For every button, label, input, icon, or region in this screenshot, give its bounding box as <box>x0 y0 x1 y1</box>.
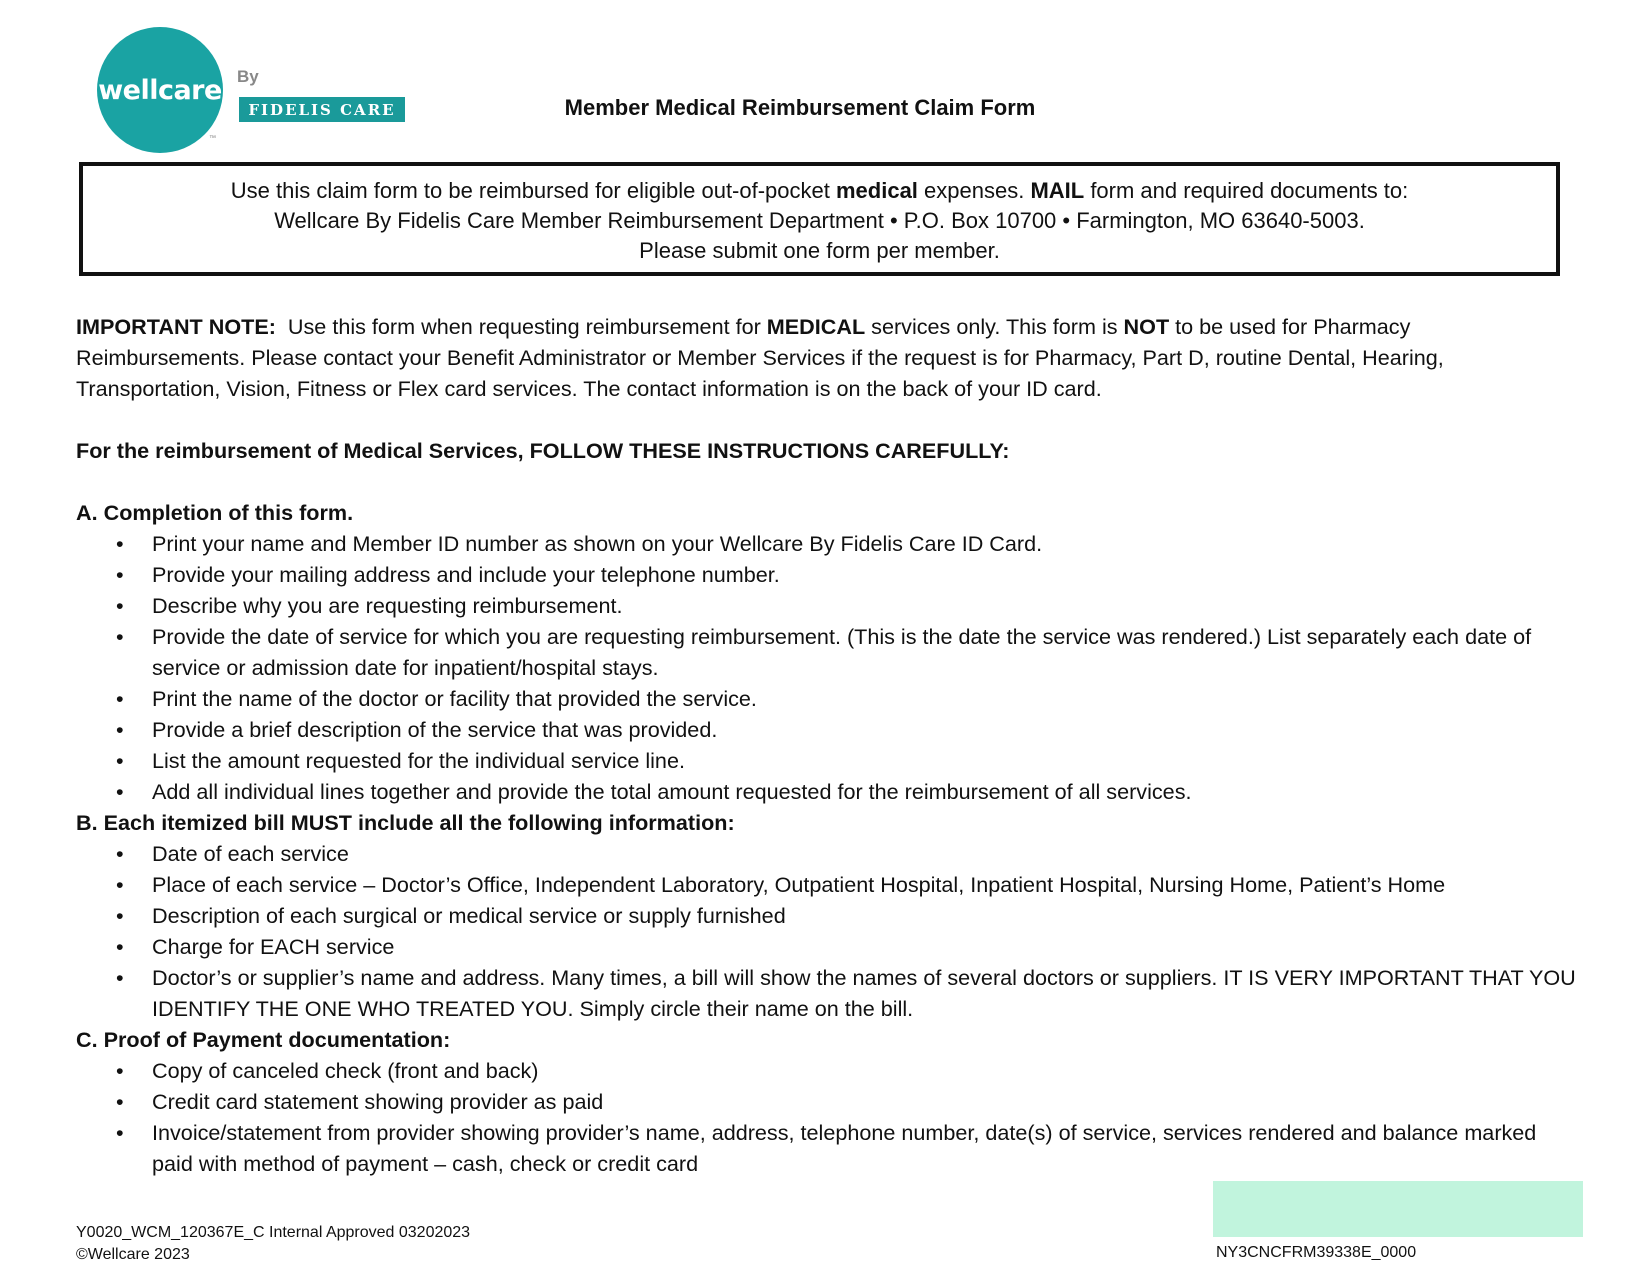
instructions-heading: For the reimbursement of Medical Services, FOLLOW THESE INSTRUCTIONS CAREFULLY: <box>76 438 1010 463</box>
section-b-title: B. Each itemized bill MUST include all the following information: <box>76 810 735 835</box>
important-note-bold-not: NOT <box>1123 314 1170 339</box>
important-note-text-3: to be used for Pharmacy Reimbursements. Please contact your Benefit Administrator or Member Services if the request is for Pharmacy, Part D, routine Dental, Hearing, Transportation, Vision, Fitness or Flex card services. The contact information is on the back of your ID card. <box>76 314 1444 401</box>
logo-partner-text: FIDELIS CARE <box>248 100 396 119</box>
list-item <box>76 1086 1576 1117</box>
list-item-text: Place of each service – Doctor’s Office, Independent Laboratory, Outpatient Hospital, Inpatient Hospital, Nursing Home, Patient’s Home <box>152 872 1446 897</box>
section-c-list <box>76 1055 1576 1179</box>
section-a-title: A. Completion of this form. <box>76 500 354 525</box>
page-title: Member Medical Reimbursement Claim Form <box>564 95 1036 120</box>
list-item <box>76 1117 1576 1179</box>
list-item-text: Date of each service <box>152 841 349 866</box>
bullet-icon: • <box>116 965 124 990</box>
bullet-icon: • <box>116 531 124 556</box>
bullet-icon: • <box>116 841 124 866</box>
list-item-text: Print your name and Member ID number as shown on your Wellcare By Fidelis Care ID Card. <box>152 531 1043 556</box>
logo-trademark: ™ <box>209 135 216 142</box>
list-item-text: Invoice/statement from provider showing provider’s name, address, telephone number, date(s) of service, services rendered and balance marked paid with method of payment – cash, check or credit card <box>152 1120 1537 1176</box>
list-item <box>76 745 1576 776</box>
list-item-text: List the amount requested for the individual service line. <box>152 748 685 773</box>
instructions-content <box>76 311 1576 1179</box>
bullet-icon: • <box>116 1120 124 1145</box>
mail-instructions-box <box>79 162 1560 276</box>
list-item <box>76 528 1576 559</box>
info-line-3: Please submit one form per member. <box>639 238 1000 263</box>
bullet-icon: • <box>116 934 124 959</box>
list-item <box>76 869 1576 900</box>
bullet-icon: • <box>116 872 124 897</box>
list-item <box>76 590 1576 621</box>
list-item <box>76 559 1576 590</box>
bullet-icon: • <box>116 717 124 742</box>
list-item-text: Provide your mailing address and include your telephone number. <box>152 562 780 587</box>
important-note-text-2: services only. This form is <box>865 314 1124 339</box>
list-item-text: Credit card statement showing provider as paid <box>152 1089 604 1114</box>
list-item-text: Describe why you are requesting reimbursement. <box>152 593 623 618</box>
wellcare-logo-circle <box>97 27 223 153</box>
footer-copyright: ©Wellcare 2023 <box>76 1246 190 1263</box>
footer-form-id: NY3CNCFRM39338E_0000 <box>1216 1244 1417 1261</box>
spacer <box>76 404 1576 435</box>
bullet-icon: • <box>116 624 124 649</box>
list-item <box>76 931 1576 962</box>
list-item <box>76 962 1576 1024</box>
info-line-1-bold-medical: medical <box>835 178 918 203</box>
important-note-label: IMPORTANT NOTE: <box>76 314 276 339</box>
list-item <box>76 683 1576 714</box>
bullet-icon: • <box>116 593 124 618</box>
list-item-text: Charge for EACH service <box>152 934 395 959</box>
list-item <box>76 776 1576 807</box>
important-note <box>76 311 1576 404</box>
list-item <box>76 621 1576 683</box>
bullet-icon: • <box>116 1089 124 1114</box>
info-line-1 <box>83 176 1556 206</box>
list-item <box>76 838 1576 869</box>
important-note-bold-medical: MEDICAL <box>766 314 866 339</box>
bullet-icon: • <box>116 903 124 928</box>
info-line-1-pre: Use this claim form to be reimbursed for eligible out-of-pocket <box>230 178 836 203</box>
list-item-text: Provide the date of service for which you are requesting reimbursement. (This is the date the service was rendered.) List separately each date of service or admission date for inpatient/hospital stays. <box>152 624 1532 680</box>
bullet-icon: • <box>116 1058 124 1083</box>
bullet-icon: • <box>116 779 124 804</box>
list-item-text: Add all individual lines together and provide the total amount requested for the reimbursement of all services. <box>152 779 1192 804</box>
spacer <box>76 466 1576 497</box>
section-b-list <box>76 838 1576 1024</box>
list-item-text: Doctor’s or supplier’s name and address. Many times, a bill will show the names of several doctors or suppliers. IT IS VERY IMPORTANT THAT YOU IDENTIFY THE ONE WHO TREATED YOU. Simply circle their name on the bill. <box>152 965 1576 1021</box>
office-use-box <box>1213 1181 1583 1237</box>
info-line-2: Wellcare By Fidelis Care Member Reimbursement Department • P.O. Box 10700 • Farmington, MO 63640-5003. <box>274 208 1365 233</box>
list-item-text: Provide a brief description of the service that was provided. <box>152 717 718 742</box>
list-item <box>76 1055 1576 1086</box>
list-item-text: Description of each surgical or medical service or supply furnished <box>152 903 786 928</box>
list-item-text: Copy of canceled check (front and back) <box>152 1058 539 1083</box>
footer-left <box>76 1222 470 1266</box>
fidelis-care-logo <box>239 97 405 122</box>
bullet-icon: • <box>116 562 124 587</box>
bullet-icon: • <box>116 748 124 773</box>
info-line-1-bold-mail: MAIL <box>1030 178 1085 203</box>
wellcare-logo <box>97 27 409 153</box>
logo-by-text: By <box>237 67 259 86</box>
section-a-list <box>76 528 1576 807</box>
section-c-title: C. Proof of Payment documentation: <box>76 1027 451 1052</box>
bullet-icon: • <box>116 686 124 711</box>
list-item <box>76 714 1576 745</box>
logo-brand-text: wellcare <box>98 74 222 106</box>
list-item <box>76 900 1576 931</box>
info-line-1-post: form and required documents to: <box>1084 178 1409 203</box>
list-item-text: Print the name of the doctor or facility that provided the service. <box>152 686 757 711</box>
info-line-1-mid: expenses. <box>917 178 1031 203</box>
important-note-text-1: Use this form when requesting reimbursement for <box>275 314 767 339</box>
footer-code: Y0020_WCM_120367E_C Internal Approved 03202023 <box>76 1224 471 1241</box>
